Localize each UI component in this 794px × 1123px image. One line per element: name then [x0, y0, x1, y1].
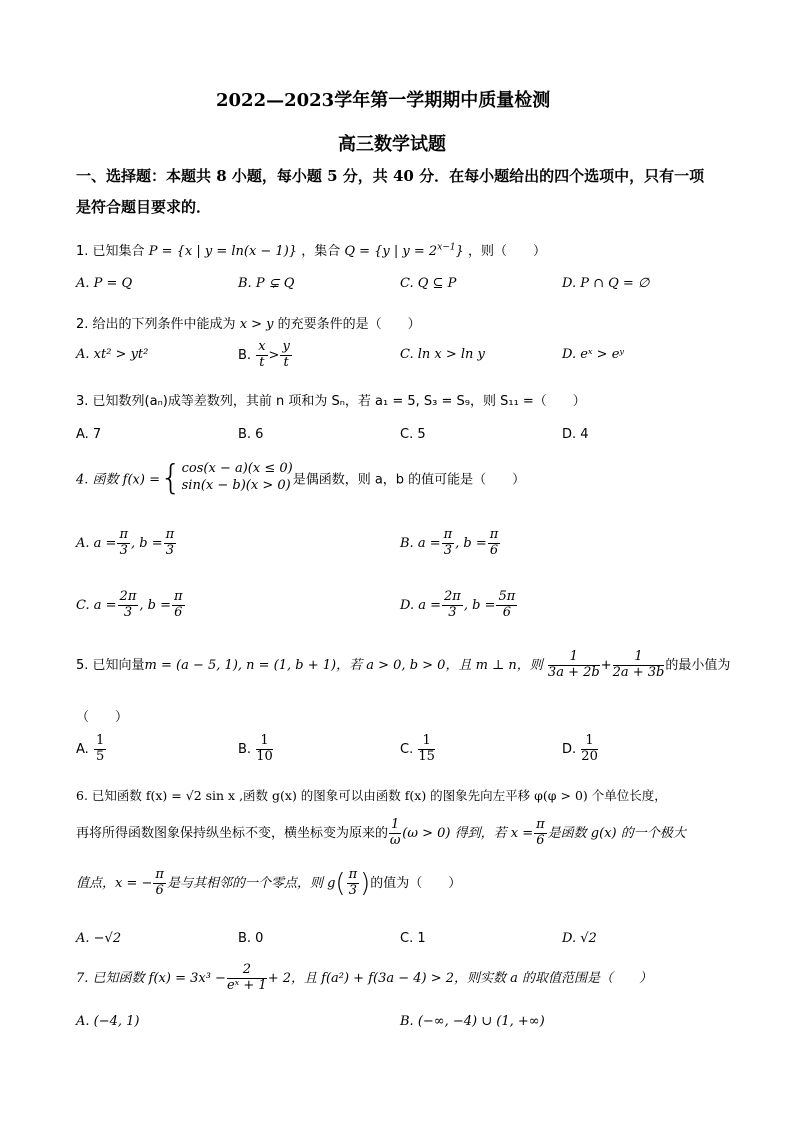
q4-suffix: 是偶函数，则 a，b 的值可能是（ ）: [292, 472, 526, 488]
q3-option-d[interactable]: D. 4: [562, 427, 589, 442]
exam-subtitle: 高三数学试题: [338, 134, 446, 155]
q6-option-b[interactable]: B. 0: [238, 931, 264, 946]
q5-prefix: 5. 已知向量: [76, 657, 145, 673]
q4-option-a[interactable]: A. a = $\frac{\pi}{3}$ , b = $\frac{\pi}{3}$: [76, 527, 175, 558]
q1-mid: ，集合: [301, 244, 341, 259]
q1-option-a[interactable]: A. P = Q: [76, 276, 133, 291]
q1-option-d[interactable]: D. P ∩ Q = ∅: [562, 276, 650, 291]
q2-option-b[interactable]: B. $\frac{x}{t}$ > $\frac{y}{t}$: [238, 339, 290, 370]
section-instructions-line1: 一、选择题：本题共 8 小题，每小题 5 分，共 40 分．在每小题给出的四个选项中，只有一项: [76, 167, 705, 185]
q1-option-c[interactable]: C. Q ⊆ P: [400, 276, 457, 291]
q2-option-b-frac2: $\frac{y}{t}$: [282, 339, 290, 370]
q3-option-c[interactable]: C. 5: [400, 427, 426, 442]
q5-vectors: m = (a − 5, 1), n = (1, b + 1): [144, 657, 337, 673]
q4-piecewise: cos(x − a)(x ≤ 0) sin(x − b)(x > 0): [181, 461, 293, 493]
q2-option-a[interactable]: A. xt² > yt²: [76, 347, 149, 362]
question-7: 7. 已知函数 f(x) = 3x³ − $\frac{2}{\text{eˣ + 1}}$ + 2，且 f(a²) + f(3a − 4) > 2，则实数 a 的取值范围是（ ）: [76, 962, 653, 993]
question-6-line1: 6. 已知函数 f(x) = √2 sin x ,函数 g(x) 的图象可以由函数 f(x) 的图象先向左平移 φ(φ > 0) 个单位长度，: [76, 788, 667, 803]
q7-option-b[interactable]: B. (−∞, −4) ∪ (1, +∞): [400, 1014, 545, 1029]
q2-text-before: 2. 给出的下列条件中能成为: [76, 317, 236, 332]
question-4: [76, 458, 525, 498]
q4-option-b[interactable]: B. a = $\frac{\pi}{3}$ , b = $\frac{\pi}{6}$: [400, 527, 499, 558]
q5-option-c[interactable]: C. $\frac{1}{15}$: [400, 733, 435, 764]
q7-option-a[interactable]: A. (−4, 1): [76, 1014, 140, 1029]
q6-option-a[interactable]: A. −√2: [76, 931, 122, 946]
question-2: [76, 313, 421, 332]
q1-set-q: Q = {y | $y = 2^{x-1}$}: [344, 242, 464, 259]
question-5: 5. 已知向量m = (a − 5, 1), n = (1, b + 1)，若 a > 0, b > 0，且 m ⊥ n，则 $\frac{1}{3a + 2b}$ + $\frac{1}{2a + 3b}$ 的最小值为: [76, 649, 731, 680]
q4-option-d[interactable]: D. a = $\frac{2\pi}{3}$ , b = $\frac{5\pi}{6}$: [400, 589, 516, 620]
q2-condition: x > y: [239, 317, 274, 332]
q2-option-d[interactable]: D. eˣ > eʸ: [562, 347, 625, 362]
exam-title: 2022—2023学年第一学期期中质量检测: [216, 90, 551, 111]
q4-option-c[interactable]: C. a = $\frac{2\pi}{3}$ , b = $\frac{\pi}{6}$: [76, 589, 183, 620]
q5-fraction-2: $\frac{1}{2a + 3b}$: [612, 649, 665, 680]
q1-set-p: P = {x | y = ln(x − 1)}: [148, 244, 298, 259]
q2-text-after: 的充要条件的是（ ）: [277, 317, 421, 332]
q4-prefix: 4. 函数 f(x) =: [76, 472, 160, 488]
q2-option-c[interactable]: C. ln x > ln y: [400, 347, 485, 362]
question-1: [76, 240, 546, 259]
question-6-line3: 值点，x = − $\frac{\pi}{6}$ 是与其相邻的一个零点，则 g( $\frac{\pi}{3}$ )的值为（ ）: [76, 867, 462, 899]
q5-condition: ，若 a > 0, b > 0，且 m ⊥ n，则: [336, 657, 543, 673]
q1-suffix: ，则（ ）: [467, 244, 546, 259]
q3-option-a[interactable]: A. 7: [76, 427, 102, 442]
q4-brace: {: [159, 458, 182, 498]
q5-option-d[interactable]: D. $\frac{1}{20}$: [562, 733, 598, 764]
q5-fraction-1: $\frac{1}{3a + 2b}$: [547, 649, 600, 680]
q5-suffix: 的最小值为: [665, 657, 731, 673]
q2-option-b-label: B.: [238, 347, 252, 363]
q5-option-a[interactable]: A. $\frac{1}{5}$: [76, 733, 105, 764]
q3-option-b[interactable]: B. 6: [238, 427, 264, 442]
q1-prefix: 1. 已知集合: [76, 244, 145, 259]
q5-paren: （ ）: [76, 710, 129, 725]
q6-option-c[interactable]: C. 1: [400, 931, 426, 946]
question-6-line2: 再将所得函数图象保持纵坐标不变，横坐标变为原来的 $\frac{1}{\omega}$ (ω > 0) 得到，若 x = $\frac{\pi}{6}$ 是函数 g(x) 的一个极大: [76, 817, 686, 848]
q2-option-b-frac1: $\frac{x}{t}$: [258, 339, 266, 370]
q1-option-b[interactable]: B. P ⊊ Q: [238, 276, 295, 291]
q5-option-b[interactable]: B. $\frac{1}{10}$: [238, 733, 273, 764]
q6-option-d[interactable]: D. √2: [562, 931, 597, 946]
section-instructions-line2: 是符合题目要求的．: [76, 198, 212, 216]
question-3: 3. 已知数列(aₙ)成等差数列，其前 n 项和为 Sₙ，若 a₁ = 5, S₃ = S₉，则 S₁₁ =（ ）: [76, 394, 586, 409]
